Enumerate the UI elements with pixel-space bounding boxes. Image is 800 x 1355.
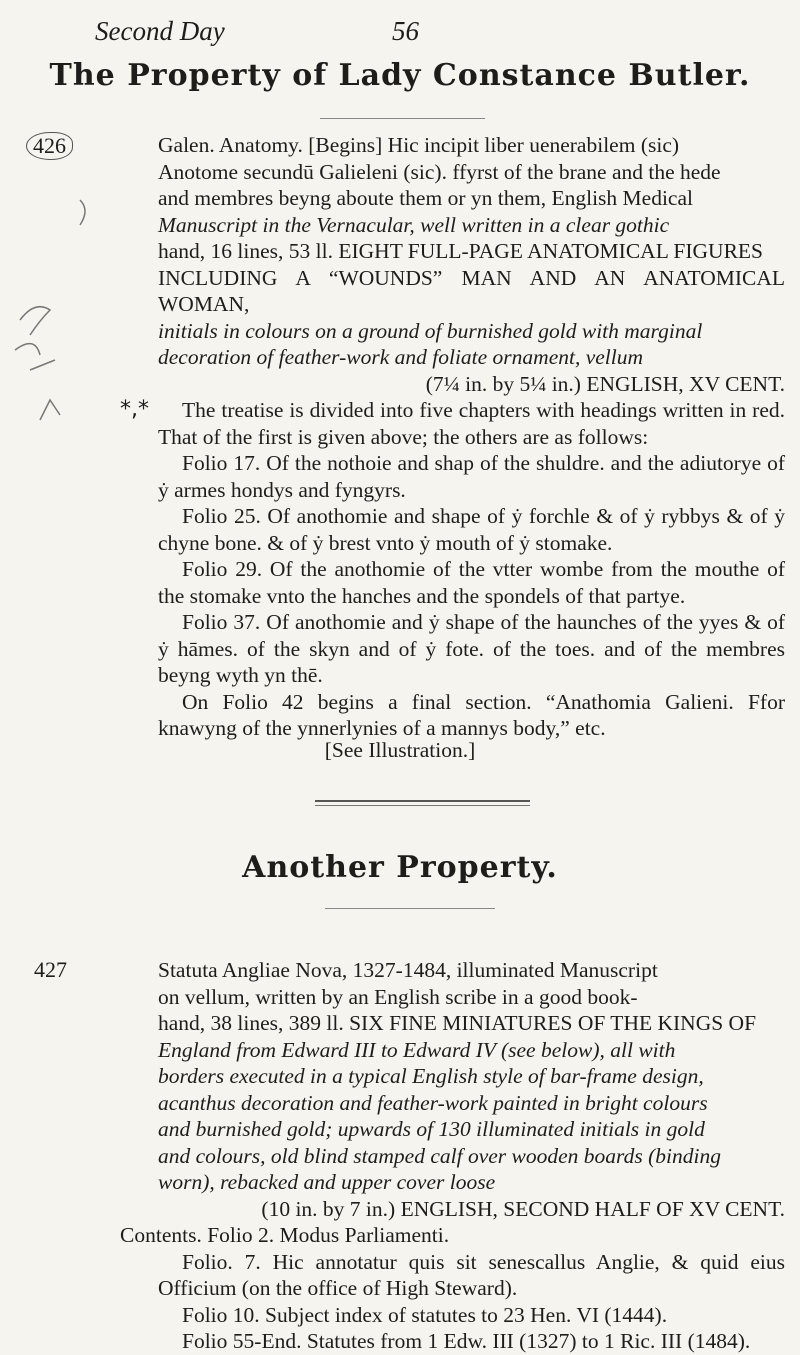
lot-427-dimensions: (10 in. by 7 in.) ENGLISH, SECOND HALF OF XV CENT. bbox=[261, 1196, 785, 1221]
lot-426-line: hand, 16 lines, 53 ll. EIGHT FULL-PAGE ANATOMICAL FIGURES bbox=[158, 239, 764, 263]
lot-426-line: Manuscript in the Vernacular, well written in a clear gothic bbox=[158, 212, 670, 237]
lot-426-description bbox=[158, 132, 785, 742]
lot-426-line: initials in colours on a ground of burnished gold with marginal bbox=[158, 318, 703, 343]
title-underline bbox=[325, 908, 495, 909]
lot-426-paragraph: On Folio 42 begins a final section. “Anathomia Galieni. Ffor knawyng of the ynnerlynies of a mannys body,” etc. bbox=[158, 689, 785, 740]
lot-427-line: worn), rebacked and upper cover loose bbox=[158, 1170, 496, 1194]
contents-item: Folio 10. Subject index of statutes to 23 Hen. VI (1444). bbox=[182, 1302, 668, 1327]
section-title-another-property: Another Property. bbox=[242, 850, 558, 885]
lot-426-paragraph: The treatise is divided into five chapters with headings written in red. That of the first is given above; the others are as follows: bbox=[158, 398, 785, 449]
lot-number-426: 426 bbox=[26, 132, 73, 160]
page-number: 56 bbox=[392, 16, 419, 46]
lot-427-line: acanthus decoration and feather-work painted in bright colours bbox=[158, 1090, 708, 1115]
lot-426-paragraph: Folio 17. Of the nothoie and shap of the shuldre. and the adiutorye of ẏ armes hondys and fyngyrs. bbox=[158, 451, 785, 502]
see-illustration-reference: [See Illustration.] bbox=[324, 738, 476, 762]
lot-427-line: and colours, old blind stamped calf over wooden boards (binding bbox=[158, 1143, 721, 1168]
handwritten-margin-marks-icon bbox=[10, 180, 120, 440]
lot-number-427: 427 bbox=[34, 957, 67, 982]
lot-426-paragraph: Folio 29. Of the anothomie of the vtter wombe from the mouthe of the stomake vnto the hanches and the spondels of that partye. bbox=[158, 557, 785, 608]
lot-426-line: decoration of feather-work and foliate ornament, vellum bbox=[158, 345, 644, 369]
lot-426-paragraph: Folio 25. Of anothomie and shape of ẏ forchle & of ẏ rybbys & of ẏ chyne bone. & of ẏ brest vnto ẏ mouth of ẏ stomake. bbox=[158, 504, 785, 555]
lot-426-line: Galen. Anatomy. [Begins] Hic incipit liber uenerabilem (sic) bbox=[158, 133, 680, 157]
contents-item: Folio. 7. Hic annotatur quis sit senescallus Anglie, & quid eius Officium (on the office of High Steward). bbox=[158, 1249, 785, 1300]
lot-427-line: borders executed in a typical English style of bar-frame design, bbox=[158, 1064, 704, 1088]
running-head-title: Second Day bbox=[95, 16, 225, 46]
lot-426-paragraph: Folio 37. Of anothomie and ẏ shape of the haunches of the yyes & of ẏ hāmes. of the skyn and of ẏ fote. of the toes. and of the membres beyng wyth yn thē. bbox=[158, 610, 785, 687]
lot-426-dimensions: (7¼ in. by 5¼ in.) ENGLISH, XV CENT. bbox=[425, 371, 785, 396]
contents-item: Folio 55-End. Statutes from 1 Edw. III (1327) to 1 Ric. III (1484). bbox=[182, 1329, 751, 1353]
running-head bbox=[95, 10, 695, 50]
lot-427-line: Statuta Angliae Nova, 1327-1484, illuminated Manuscript bbox=[158, 958, 658, 982]
lot-427-description bbox=[120, 957, 785, 1355]
section-divider bbox=[315, 800, 530, 806]
lot-427-line: hand, 38 lines, 389 ll. SIX FINE MINIATURES OF THE KINGS OF bbox=[158, 1011, 757, 1035]
lot-426-line: Anotome secundū Galieleni (sic). ffyrst of the brane and the hede bbox=[158, 159, 721, 184]
lot-427-line: and burnished gold; upwards of 130 illuminated initials in gold bbox=[158, 1117, 705, 1141]
section-title-lady-constance-butler: The Property of Lady Constance Butler. bbox=[49, 58, 751, 93]
title-underline bbox=[320, 118, 485, 119]
lot-427-line: on vellum, written by an English scribe in a good book- bbox=[158, 984, 638, 1009]
lot-426-line: INCLUDING A “WOUNDS” MAN AND AN ANATOMICAL WOMAN, bbox=[158, 265, 785, 316]
lot-427-line: England from Edward III to Edward IV (see below), all with bbox=[158, 1037, 676, 1062]
asterisks-mark: *,* bbox=[120, 397, 149, 422]
contents-heading-line: Contents. Folio 2. Modus Parliamenti. bbox=[120, 1223, 450, 1247]
lot-426-line: and membres beyng aboute them or yn them, English Medical bbox=[158, 186, 693, 210]
